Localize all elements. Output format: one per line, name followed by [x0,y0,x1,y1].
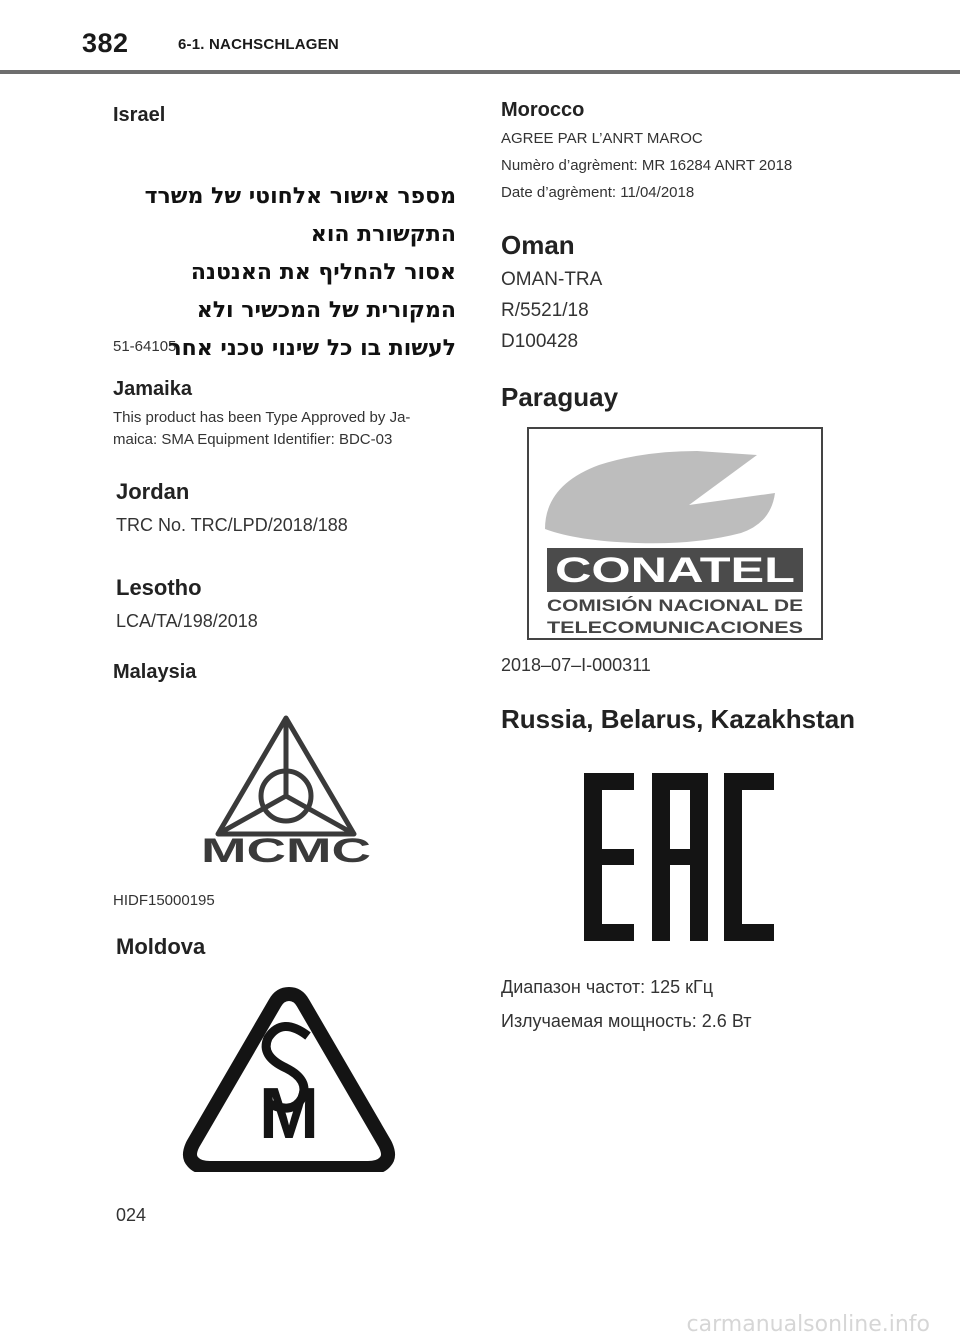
israel-line-1: מספר אישור אלחוטי של משרד התקשורת הוא [144,184,456,247]
conatel-line-1: COMISIÓN NACIONAL DE [547,596,803,615]
lesotho-code: LCA/TA/198/2018 [116,611,258,631]
mcmc-logo-text: MCMC [201,832,371,870]
moldova-sm-logo [182,986,396,1172]
header-rule [0,70,960,74]
israel-heading: Israel [113,104,166,126]
eac-mark [584,773,774,941]
jamaika-line-2: maica: SMA Equipment Identifier: BDC-03 [113,431,393,448]
morocco-line-3: Date d’agrèment: 11/04/2018 [501,184,695,201]
moldova-code: 024 [116,1205,147,1225]
watermark: carmanualsonline.info [686,1312,930,1337]
russia-heading: Russia, Belarus, Kazakhstan [501,704,856,734]
oman-line-1: OMAN-TRA [501,269,603,290]
jordan-trc: TRC No. TRC/LPD/2018/188 [116,515,348,535]
moldova-heading: Moldova [116,934,206,959]
page-number: 382 [82,28,129,58]
morocco-heading: Morocco [501,99,585,121]
paraguay-code: 2018–07–I-000311 [501,655,651,675]
morocco-line-2: Numèro d’agrèment: MR 16284 ANRT 2018 [501,157,793,174]
lesotho-heading: Lesotho [116,575,202,600]
oman-line-3: D100428 [501,331,579,352]
oman-line-2: R/5521/18 [501,300,589,321]
israel-line-3: לעשות בו כל שינוי טכני אחר [168,336,456,361]
malaysia-heading: Malaysia [113,661,197,683]
conatel-logo [527,427,823,640]
chapter-title: 6-1. NACHSCHLAGEN [178,36,339,53]
russia-power: Излучаемая мощность: 2.6 Вт [501,1011,752,1031]
russia-frequency: Диапазон частот: 125 кГц [501,977,714,997]
conatel-line-2: TELECOMUNICACIONES [547,618,803,637]
jamaika-heading: Jamaika [113,378,192,400]
conatel-name: CONATEL [555,551,795,590]
oman-heading: Oman [501,230,575,260]
morocco-line-1: AGREE PAR L’ANRT MAROC [501,130,703,147]
moldova-m-letter: M [259,1074,319,1154]
malaysia-code: HIDF15000195 [113,892,215,909]
paraguay-heading: Paraguay [501,382,619,412]
jamaika-line-1: This product has been Type Approved by Ja- [113,409,411,426]
jordan-heading: Jordan [116,479,190,504]
israel-code: 51-64105 [113,338,177,355]
mcmc-logo [196,712,376,870]
israel-line-2: אסור להחליף את האנטנה המקורית של המכשיר ולא [190,260,456,323]
